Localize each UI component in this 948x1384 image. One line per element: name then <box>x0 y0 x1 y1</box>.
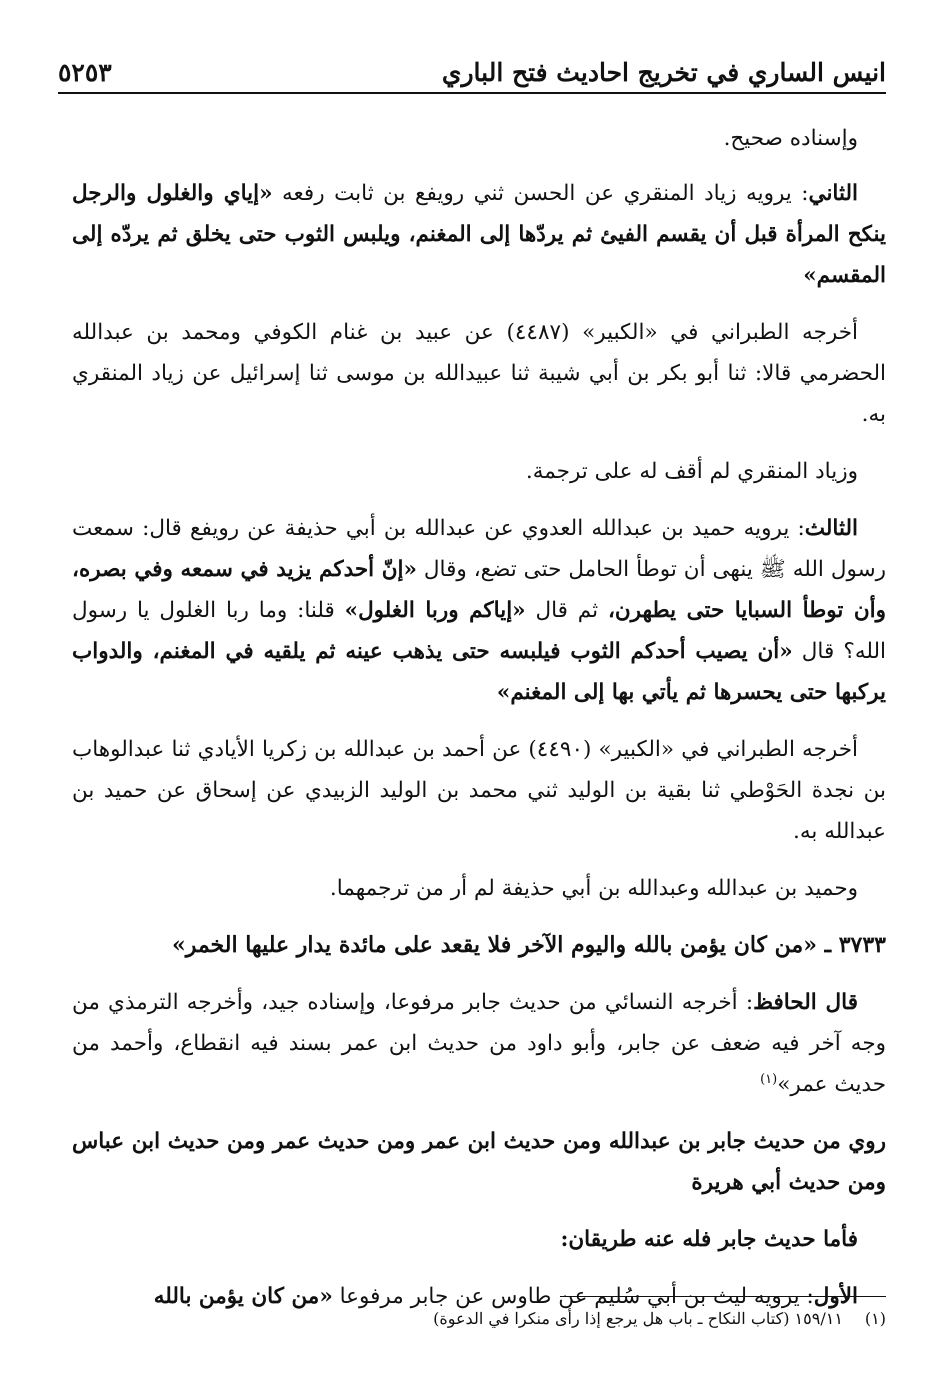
paragraph-text: ثم قال <box>525 598 608 623</box>
hadith-text: «إنّ أحدكم يزيد في سمعه وفي بصره، وأن توطأ السبايا حتى يطهرن، <box>72 557 886 623</box>
paragraph-7 <box>72 868 886 909</box>
footnote-reference[interactable]: (١) <box>760 1071 778 1087</box>
paragraph-text: قلنا: وما ربا الغلول يا رسول الله؟ قال <box>72 598 886 664</box>
paragraph-4 <box>72 451 886 492</box>
running-header <box>58 52 886 94</box>
paragraph-text: : يرويه ليث بن أبي سُليم عن طاوس عن جابر مرفوعا <box>332 1284 814 1309</box>
footnote-number: (١) <box>864 1309 886 1328</box>
footnote-text: ١٥٩/١١ (كتاب النكاح ـ باب هل يرجع إذا رأى منكرا في الدعوة) <box>433 1309 843 1328</box>
route-label: الثالث <box>804 516 858 541</box>
paragraph-text: : يرويه زياد المنقري عن الحسن ثني رويفع بن ثابت رفعه <box>272 181 809 206</box>
book-title: انيس الساري في تخريج احاديث فتح الباري <box>441 57 886 87</box>
paragraph-6 <box>72 729 886 852</box>
hadith-text: «إياكم وربا الغلول» <box>344 598 526 623</box>
paragraph-5 <box>72 508 886 713</box>
paragraph-text: : يرويه حميد بن عبدالله العدوي عن عبدالله بن أبي حذيفة عن رويفع قال: سمعت رسول الله ﷺ ينهى أن توطأ الحامل حتى تضع، وقال <box>72 516 886 582</box>
paragraph-text: أخرجه الطبراني في «الكبير» (٤٤٩٠) عن أحمد بن عبدالله بن زكريا الأيادي ثنا عبدالوهاب بن نجدة الحَوْطي ثنا بقية بن الوليد ثني محمد بن الوليد الزبيدي عن إسحاق عن حميد بن عبدالله به. <box>72 737 886 844</box>
bold-text: فأما حديث جابر فله عنه طريقان: <box>560 1227 858 1252</box>
route-label: الثاني <box>808 181 858 206</box>
paragraph-1 <box>72 118 886 159</box>
route-label: الأول <box>813 1284 858 1309</box>
hafiz-label: قال الحافظ <box>753 990 858 1015</box>
paragraph-3 <box>72 312 886 435</box>
paragraph-2 <box>72 173 886 296</box>
hadith-text: «أن يصيب أحدكم الثوب فيلبسه حتى يذهب عينه ثم يلقيه في المغنم، والدواب يركبها حتى يحسرها ثم يأتي بها إلى المغنم» <box>72 639 886 705</box>
paragraph-text: أخرجه الطبراني في «الكبير» (٤٤٨٧) عن عبيد بن غنام الكوفي ومحمد بن عبدالله الحضرمي قالا: ثنا أبو بكر بن أبي شيبة ثنا عبيدالله بن موسى ثنا إسرائيل عن زياد المنقري به. <box>72 320 886 427</box>
page-number: ٥٢٥٣ <box>58 57 112 87</box>
paragraph-text: : أخرجه النسائي من حديث جابر مرفوعا، وإسناده جيد، وأخرجه الترمذي من وجه آخر فيه ضعف عن جابر، وأبو داود من حديث ابن عمر بسند فيه انقطاع، وأحمد من حديث عمر» <box>72 990 886 1097</box>
paragraph-9 <box>72 982 886 1105</box>
paragraph-text: وحميد بن عبدالله وعبدالله بن أبي حذيفة لم أر من ترجمهما. <box>329 876 858 901</box>
paragraph-text: وزياد المنقري لم أقف له على ترجمة. <box>525 459 858 484</box>
main-text <box>72 118 886 1333</box>
hadith-text: «من كان يؤمن بالله <box>153 1284 333 1309</box>
footnote-divider <box>560 1296 886 1297</box>
footnote <box>72 1306 886 1332</box>
paragraph-11 <box>72 1219 886 1260</box>
hadith-heading-text: ٣٧٣٣ ـ «من كان يؤمن بالله واليوم الآخر فلا يقعد على مائدة يدار عليها الخمر» <box>171 932 886 958</box>
paragraph-text: وإسناده صحيح. <box>723 126 858 151</box>
bold-text: روي من حديث جابر بن عبدالله ومن حديث ابن عمر ومن حديث عمر ومن حديث ابن عباس ومن حديث أبي هريرة <box>72 1129 886 1195</box>
hadith-text: «إياي والغلول والرجل ينكح المرأة قبل أن يقسم الفيئ ثم يردّها إلى المغنم، ويلبس الثوب حتى يخلق ثم يردّه إلى المقسم» <box>72 181 886 288</box>
paragraph-10 <box>72 1121 886 1203</box>
hadith-heading <box>72 925 886 966</box>
